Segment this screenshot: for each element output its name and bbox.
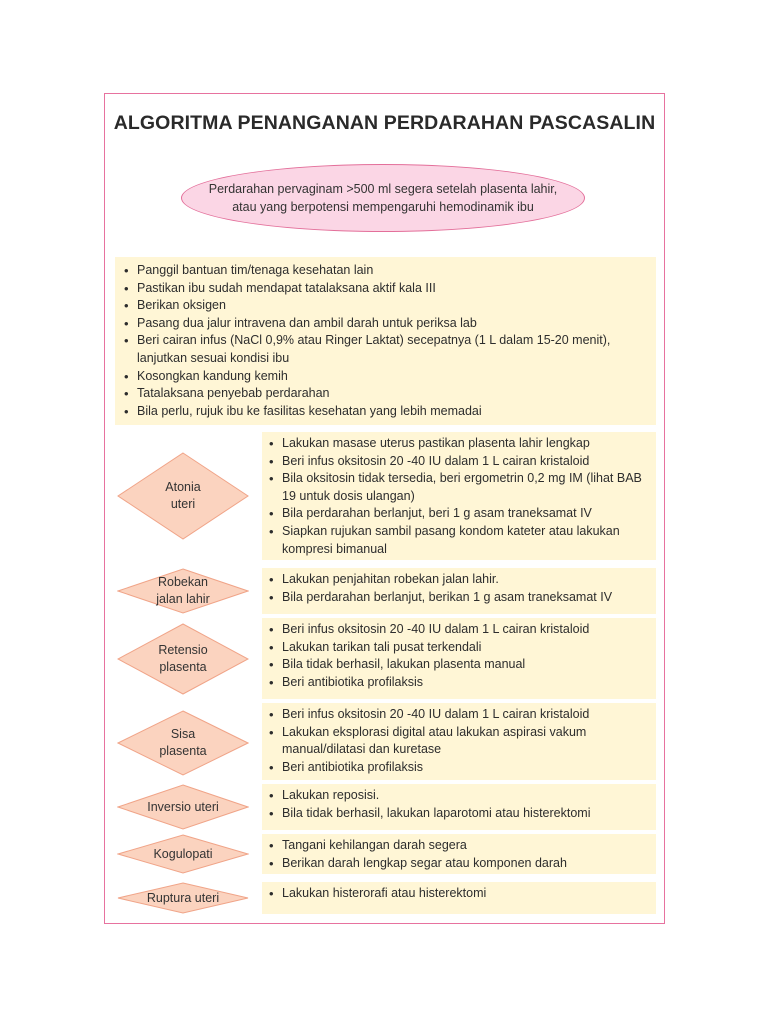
cause-label-line: uteri [170,497,196,511]
cause-label-line: jalan lahir [156,592,210,606]
general-step-item: • Berikan oksigen [121,297,648,315]
cause-label [117,452,249,540]
cause-diamond [117,568,249,614]
cause-label-line: plasenta [159,660,207,674]
action-item: • Lakukan eksplorasi digital atau lakukan aspirasi vakum manual/dilatasi dan kuretase [266,724,650,759]
action-item: • Bila perdarahan berlanjut, beri 1 g asam traneksamat IV [266,505,650,523]
cause-label [117,834,249,874]
action-item: • Lakukan reposisi. [266,787,650,805]
cause-actions-box [262,568,656,614]
cause-actions-box [262,784,656,830]
cause-label-line: Sisa [170,727,196,741]
action-item: • Lakukan histerorafi atau histerektomi [266,885,650,903]
general-step-item: • Kosongkan kandung kemih [121,368,648,386]
cause-actions-list [266,885,650,903]
general-step-item: • Panggil bantuan tim/tenaga kesehatan lain [121,262,648,280]
action-item: • Tangani kehilangan darah segera [266,837,650,855]
cause-actions-list [266,837,650,872]
cause-actions-list [266,787,650,822]
cause-diamond [117,710,249,776]
cause-actions-box [262,882,656,914]
cause-label-line: Robekan [157,575,209,589]
cause-diamond [117,452,249,540]
diagram-title: ALGORITMA PENANGANAN PERDARAHAN PASCASALIN [113,112,656,134]
action-item: • Beri infus oksitosin 20 -40 IU dalam 1 L cairan kristaloid [266,706,650,724]
start-text: Perdarahan pervaginam >500 ml segera setelah plasenta lahir, atau yang berpotensi mempengaruhi hemodinamik ibu [208,182,558,214]
cause-label [117,710,249,776]
general-steps-list [121,262,648,420]
general-step-item: • Tatalaksana penyebab perdarahan [121,385,648,403]
action-item: • Beri antibiotika profilaksis [266,674,650,692]
cause-diamond [117,623,249,695]
cause-actions-box [262,618,656,699]
action-item: • Lakukan tarikan tali pusat terkendali [266,639,650,657]
action-item: • Lakukan masase uterus pastikan plasenta lahir lengkap [266,435,650,453]
general-step-item: • Pastikan ibu sudah mendapat tatalaksana aktif kala III [121,280,648,298]
cause-label-line: Ruptura uteri [146,890,220,905]
cause-label-line: Kogulopati [153,846,213,861]
cause-label-line: Inversio uteri [147,799,219,814]
general-step-item: • Pasang dua jalur intravena dan ambil darah untuk periksa lab [121,315,648,333]
cause-diamond [117,784,249,830]
action-item: • Berikan darah lengkap segar atau komponen darah [266,855,650,873]
action-item: • Bila tidak berhasil, lakukan laparotomi atau histerektomi [266,805,650,823]
cause-actions-box [262,432,656,560]
cause-actions-list [266,571,650,606]
cause-label-line: Retensio [158,643,208,657]
action-item: • Beri antibiotika profilaksis [266,759,650,777]
cause-label-line: Atonia [165,480,201,494]
cause-label [117,568,249,614]
cause-actions-list [266,435,650,558]
general-steps-box [115,257,656,425]
action-item: • Beri infus oksitosin 20 -40 IU dalam 1 L cairan kristaloid [266,621,650,639]
action-item: • Bila tidak berhasil, lakukan plasenta manual [266,656,650,674]
cause-actions-box [262,834,656,874]
action-item: • Siapkan rujukan sambil pasang kondom kateter atau lakukan kompresi bimanual [266,523,650,558]
cause-label [117,623,249,695]
cause-label-line: plasenta [159,744,207,758]
cause-diamond [117,834,249,874]
cause-actions-list [266,621,650,691]
cause-diamond [117,882,249,914]
cause-actions-box [262,703,656,780]
algorithm-frame [104,93,665,924]
action-item: • Lakukan penjahitan robekan jalan lahir. [266,571,650,589]
general-step-item: • Bila perlu, rujuk ibu ke fasilitas kesehatan yang lebih memadai [121,403,648,421]
action-item: • Bila perdarahan berlanjut, berikan 1 g asam traneksamat IV [266,589,650,607]
action-item: • Beri infus oksitosin 20 -40 IU dalam 1 L cairan kristaloid [266,453,650,471]
start-ellipse [181,164,585,232]
cause-label [117,784,249,830]
cause-actions-list [266,706,650,776]
action-item: • Bila oksitosin tidak tersedia, beri ergometrin 0,2 mg IM (lihat BAB 19 untuk dosis ulangan) [266,470,650,505]
general-step-item: • Beri cairan infus (NaCl 0,9% atau Ringer Laktat) secepatnya (1 L dalam 15-20 menit), lanjutkan sesuai kondisi ibu [121,332,648,367]
cause-label [117,882,249,914]
